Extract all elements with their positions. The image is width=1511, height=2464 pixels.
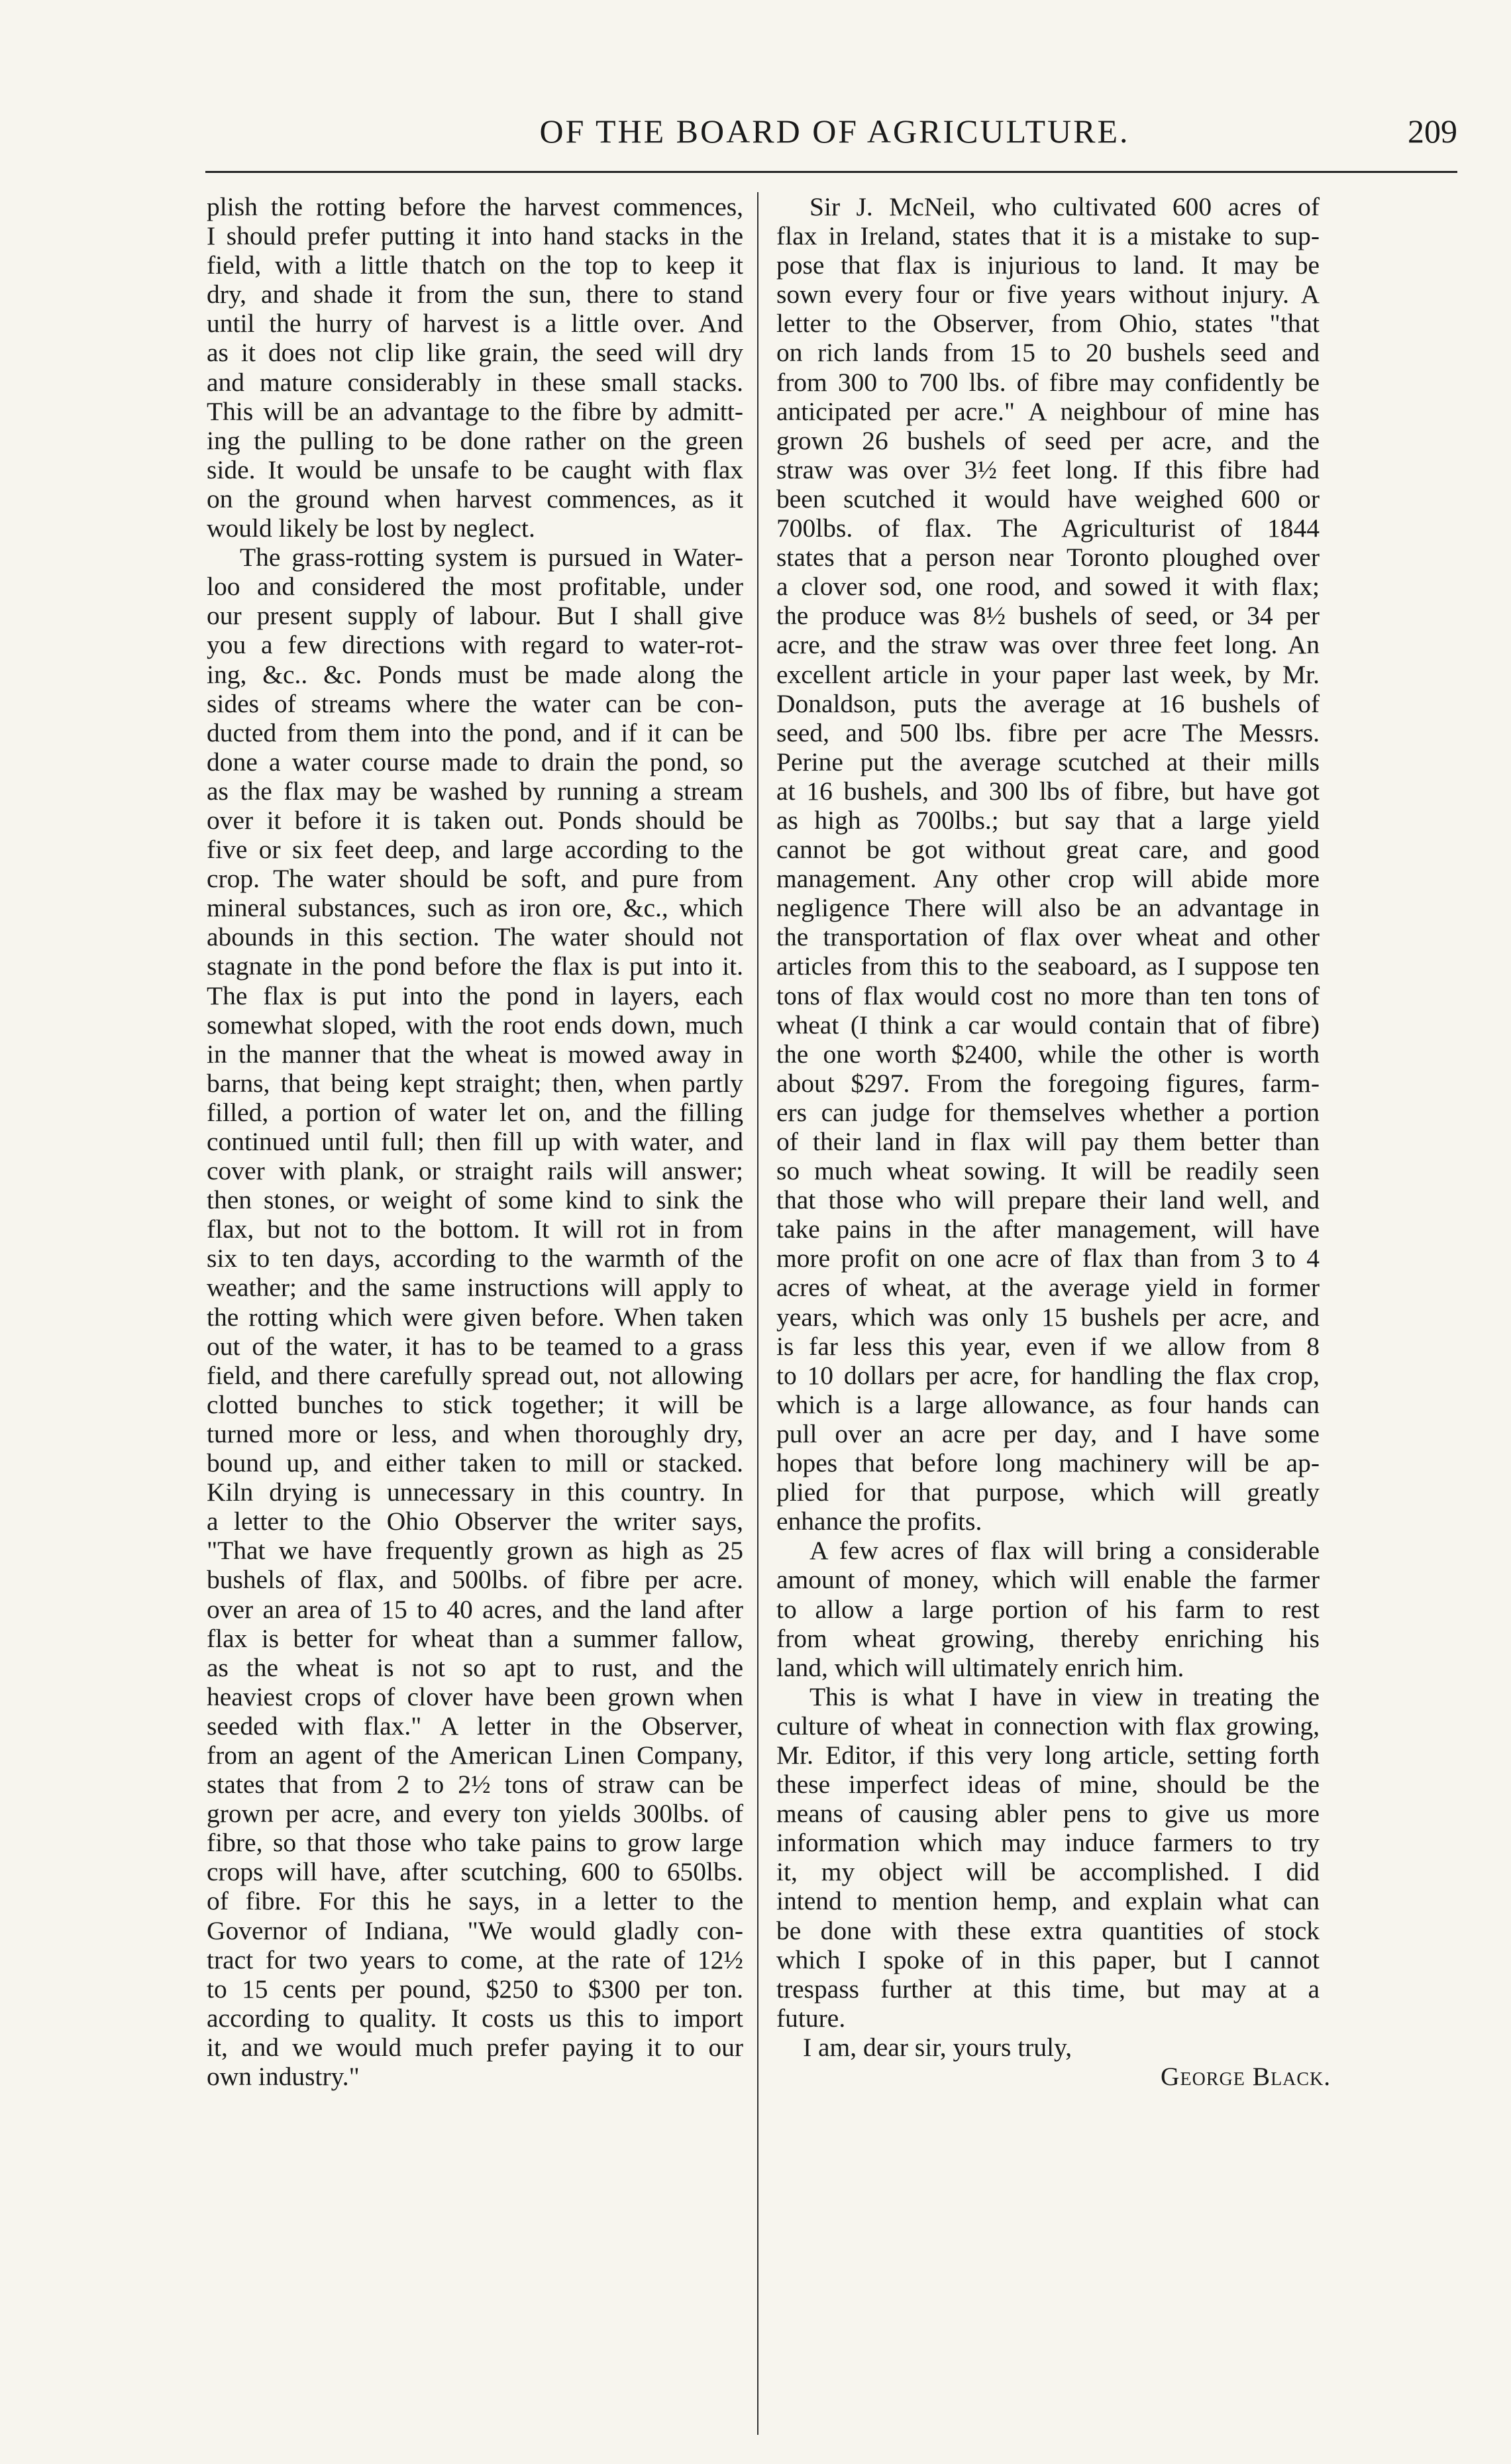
- text-line: somewhat sloped, with the root ends down, much: [207, 1010, 743, 1040]
- text-line: ers can judge for themselves whether a portion: [776, 1097, 1320, 1127]
- text-line: I should prefer putting it into hand stacks in the: [207, 221, 743, 251]
- text-line: the one worth $2400, while the other is worth: [776, 1039, 1320, 1069]
- text-line: A few acres of flax will bring a considerable: [809, 1536, 1320, 1566]
- text-line: in the manner that the wheat is mowed away in: [207, 1039, 743, 1069]
- text-line: according to quality. It costs us this to import: [207, 2003, 743, 2033]
- text-line: is far less this year, even if we allow from 8: [776, 1331, 1320, 1361]
- text-line: as the flax may be washed by running a stream: [207, 776, 743, 806]
- text-line: would likely be lost by neglect.: [207, 513, 535, 543]
- text-line: take pains in the after management, will have: [776, 1214, 1320, 1244]
- text-line: a clover sod, one rood, and sowed it with flax;: [776, 572, 1320, 602]
- text-line: six to ten days, according to the warmth of the: [207, 1244, 743, 1273]
- text-line: stagnate in the pond before the flax is put into it.: [207, 951, 743, 981]
- text-line: which I spoke of in this paper, but I cannot: [776, 1945, 1320, 1974]
- text-line: acres of wheat, at the average yield in former: [776, 1273, 1320, 1303]
- text-line: acre, and the straw was over three feet long. An: [776, 630, 1320, 660]
- text-line: of their land in flax will pay them better than: [776, 1127, 1320, 1156]
- text-line: cover with plank, or straight rails will answer;: [207, 1156, 743, 1186]
- text-line: seed, and 500 lbs. fibre per acre The Messrs.: [776, 718, 1320, 747]
- text-line: weather; and the same instructions will apply to: [207, 1273, 743, 1303]
- text-line: clotted bunches to stick together; it will be: [207, 1389, 743, 1419]
- text-line: enhance the profits.: [776, 1507, 982, 1536]
- text-line: sides of streams where the water can be con-: [207, 688, 743, 718]
- right-column: [776, 192, 1331, 2091]
- text-line: so much wheat sowing. It will be readily seen: [776, 1156, 1320, 1186]
- text-line: means of causing abler pens to give us more: [776, 1799, 1320, 1829]
- text-line: The grass-rotting system is pursued in Water-: [240, 543, 743, 572]
- text-line: Kiln drying is unnecessary in this country. In: [207, 1477, 743, 1507]
- text-line: to 15 cents per pound, $250 to $300 per ton.: [207, 1974, 743, 2004]
- text-line: straw was over 3½ feet long. If this fibre had: [776, 455, 1320, 484]
- text-line: abounds in this section. The water should not: [207, 922, 743, 952]
- text-line: continued until full; then fill up with water, and: [207, 1127, 743, 1156]
- text-line: to 10 dollars per acre, for handling the flax crop,: [776, 1360, 1320, 1390]
- text-line: side. It would be unsafe to be caught with flax: [207, 455, 743, 484]
- text-line: about $297. From the foregoing figures, farm-: [776, 1068, 1320, 1098]
- text-line: cannot be got without great care, and good: [776, 835, 1320, 865]
- text-line: flax, but not to the bottom. It will rot in from: [207, 1214, 743, 1244]
- text-line: field, and there carefully spread out, not allowing: [207, 1360, 743, 1390]
- text-line: until the hurry of harvest is a little over. And: [207, 309, 743, 339]
- text-line: information which may induce farmers to try: [776, 1828, 1320, 1858]
- text-line: excellent article in your paper last week, by Mr.: [776, 659, 1320, 689]
- text-line: done a water course made to drain the pond, so: [207, 747, 743, 777]
- text-line: Governor of Indiana, "We would gladly con-: [207, 1915, 743, 1945]
- left-column: [207, 192, 743, 2091]
- text-line: ing, &c.. &c. Ponds must be made along the: [207, 659, 743, 689]
- text-line: from wheat growing, thereby enriching his: [776, 1623, 1320, 1653]
- text-line: "That we have frequently grown as high as 25: [207, 1536, 743, 1566]
- text-line: crops will have, after scutching, 600 to 650lbs.: [207, 1857, 743, 1887]
- text-line: on the ground when harvest commences, as it: [207, 484, 743, 513]
- text-line: at 16 bushels, and 300 lbs of fibre, but have got: [776, 776, 1320, 806]
- text-line: pose that flax is injurious to land. It may be: [776, 250, 1320, 280]
- text-line: This will be an advantage to the fibre by admitt-: [207, 396, 743, 426]
- text-line: hopes that before long machinery will be ap-: [776, 1448, 1320, 1478]
- text-line: Mr. Editor, if this very long article, setting forth: [776, 1740, 1320, 1770]
- text-line: plied for that purpose, which will greatly: [776, 1477, 1320, 1507]
- text-line: then stones, or weight of some kind to sink the: [207, 1185, 743, 1215]
- page-number: 209: [1408, 113, 1457, 150]
- text-line: amount of money, which will enable the farmer: [776, 1565, 1320, 1595]
- text-line: wheat (I think a car would contain that of fibre): [776, 1010, 1320, 1040]
- text-line: grown 26 bushels of seed per acre, and the: [776, 425, 1320, 455]
- text-line: trespass further at this time, but may at a: [776, 1974, 1320, 2004]
- text-line: seeded with flax." A letter in the Observer,: [207, 1711, 743, 1741]
- running-head: [212, 111, 1457, 171]
- text-line: tons of flax would cost no more than ten tons of: [776, 981, 1320, 1010]
- text-line: dry, and shade it from the sun, there to stand: [207, 280, 743, 309]
- text-line: out of the water, it has to be teamed to a grass: [207, 1331, 743, 1361]
- letter-signoff: I am, dear sir, yours truly,: [803, 2032, 1072, 2062]
- text-line: flax is better for wheat than a summer fallow,: [207, 1623, 743, 1653]
- text-line: culture of wheat in connection with flax growing,: [776, 1711, 1320, 1741]
- text-line: turned more or less, and when thoroughly dry,: [207, 1419, 743, 1448]
- text-line: from an agent of the American Linen Company,: [207, 1740, 743, 1770]
- text-line: years, which was only 15 bushels per acre, and: [776, 1302, 1320, 1332]
- column-divider: [757, 192, 758, 2435]
- text-line: intend to mention hemp, and explain what can: [776, 1886, 1320, 1916]
- text-line: tract for two years to come, at the rate of 12½: [207, 1945, 743, 1974]
- text-line: Donaldson, puts the average at 16 bushels of: [776, 688, 1320, 718]
- text-line: be done with these extra quantities of stock: [776, 1915, 1320, 1945]
- text-line: you a few directions with regard to water-rot-: [207, 630, 743, 660]
- text-line: on rich lands from 15 to 20 bushels seed and: [776, 338, 1320, 368]
- text-line: land, which will ultimately enrich him.: [776, 1652, 1184, 1682]
- text-line: that those who will prepare their land well, and: [776, 1185, 1320, 1215]
- text-line: flax in Ireland, states that it is a mistake to sup-: [776, 221, 1320, 251]
- text-line: filled, a portion of water let on, and the filling: [207, 1097, 743, 1127]
- text-line: a letter to the Ohio Observer the writer says,: [207, 1507, 743, 1536]
- text-line: more profit on one acre of flax than from 3 to 4: [776, 1244, 1320, 1273]
- text-line: articles from this to the seaboard, as I suppose ten: [776, 951, 1320, 981]
- text-line: the produce was 8½ bushels of seed, or 34 per: [776, 601, 1320, 631]
- text-line: crop. The water should be soft, and pure from: [207, 864, 743, 894]
- text-line: grown per acre, and every ton yields 300lbs. of: [207, 1799, 743, 1829]
- text-line: over an area of 15 to 40 acres, and the land after: [207, 1594, 743, 1624]
- text-line: over it before it is taken out. Ponds should be: [207, 805, 743, 835]
- running-title: OF THE BOARD OF AGRICULTURE.: [539, 113, 1130, 150]
- text-line: loo and considered the most profitable, under: [207, 572, 743, 602]
- text-line: fibre, so that those who take pains to grow large: [207, 1828, 743, 1858]
- text-line: as high as 700lbs.; but say that a large yield: [776, 805, 1320, 835]
- text-line: bound up, and either taken to mill or stacked.: [207, 1448, 743, 1478]
- text-line: from 300 to 700 lbs. of fibre may confidently be: [776, 367, 1320, 397]
- text-line: negligence There will also be an advantage in: [776, 893, 1320, 923]
- text-line: ducted from them into the pond, and if it can be: [207, 718, 743, 747]
- text-line: management. Any other crop will abide more: [776, 864, 1320, 894]
- text-line: sown every four or five years without injury. A: [776, 280, 1320, 309]
- text-line: these imperfect ideas of mine, should be the: [776, 1770, 1320, 1799]
- text-line: pull over an acre per day, and I have some: [776, 1419, 1320, 1448]
- text-line: future.: [776, 2003, 846, 2033]
- text-line: letter to the Observer, from Ohio, states "that: [776, 309, 1320, 339]
- text-line: mineral substances, such as iron ore, &c., which: [207, 893, 743, 923]
- text-line: as the wheat is not so apt to rust, and the: [207, 1652, 743, 1682]
- header-rule: [205, 171, 1457, 173]
- letter-signature: George Black.: [1161, 2062, 1331, 2091]
- text-line: states that a person near Toronto ploughed over: [776, 543, 1320, 572]
- text-line: the rotting which were given before. When taken: [207, 1302, 743, 1332]
- text-line: five or six feet deep, and large according to the: [207, 835, 743, 865]
- text-line: plish the rotting before the harvest commences,: [207, 192, 743, 221]
- text-line: states that from 2 to 2½ tons of straw can be: [207, 1770, 743, 1799]
- text-line: own industry.": [207, 2062, 360, 2091]
- text-line: heaviest crops of clover have been grown when: [207, 1682, 743, 1711]
- text-line: The flax is put into the pond in layers, each: [207, 981, 743, 1010]
- text-line: our present supply of labour. But I shall give: [207, 601, 743, 631]
- text-line: been scutched it would have weighed 600 or: [776, 484, 1320, 513]
- text-line: field, with a little thatch on the top to keep it: [207, 250, 743, 280]
- text-line: to allow a large portion of his farm to rest: [776, 1594, 1320, 1624]
- text-line: barns, that being kept straight; then, when partly: [207, 1068, 743, 1098]
- text-line: Perine put the average scutched at their mills: [776, 747, 1320, 777]
- text-line: ing the pulling to be done rather on the green: [207, 425, 743, 455]
- text-line: anticipated per acre." A neighbour of mine has: [776, 396, 1320, 426]
- text-line: of fibre. For this he says, in a letter to the: [207, 1886, 743, 1916]
- text-line: This is what I have in view in treating the: [809, 1682, 1320, 1711]
- text-line: which is a large allowance, as four hands can: [776, 1389, 1320, 1419]
- text-line: it, my object will be accomplished. I did: [776, 1857, 1320, 1887]
- text-line: the transportation of flax over wheat and other: [776, 922, 1320, 952]
- text-line: it, and we would much prefer paying it to our: [207, 2032, 743, 2062]
- text-line: bushels of flax, and 500lbs. of fibre per acre.: [207, 1565, 743, 1595]
- text-line: Sir J. McNeil, who cultivated 600 acres of: [809, 192, 1320, 221]
- text-line: and mature considerably in these small stacks.: [207, 367, 743, 397]
- text-line: 700lbs. of flax. The Agriculturist of 1844: [776, 513, 1320, 543]
- text-line: as it does not clip like grain, the seed will dry: [207, 338, 743, 368]
